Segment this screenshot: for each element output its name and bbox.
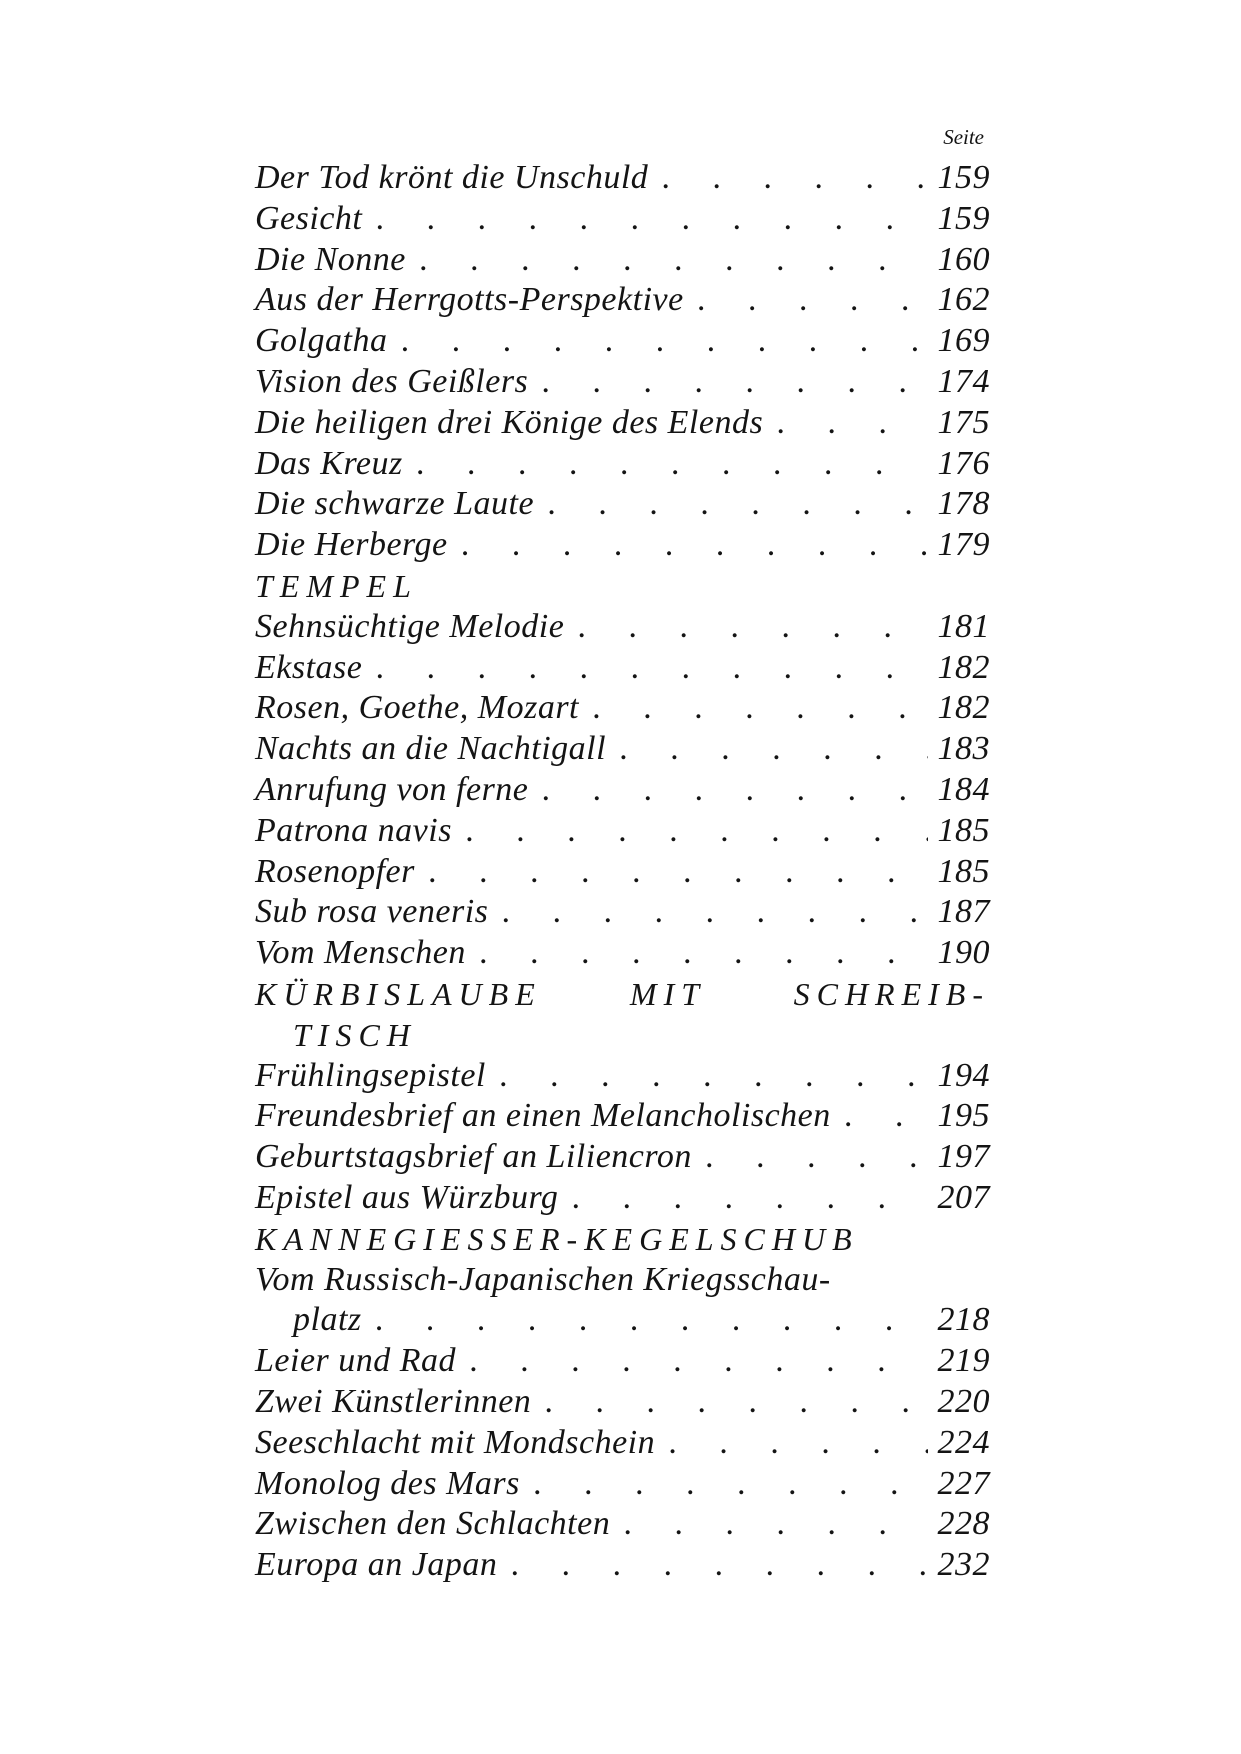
page-number: 227: [937, 1464, 990, 1502]
entry-title: Aus der Herrgotts-Perspektive: [255, 281, 684, 319]
dot-leader: [520, 1464, 928, 1505]
dot-leader: [831, 1096, 928, 1137]
section-title: KÜRBISLAUBE MIT SCHREIB-: [255, 975, 990, 1012]
seite-label: Seite: [943, 125, 984, 149]
toc-entry: [255, 892, 990, 933]
page-number: 162: [937, 281, 990, 319]
section-heading-continuation: [255, 1015, 990, 1056]
page-number: 228: [937, 1505, 990, 1543]
entry-title: Ekstase: [255, 648, 363, 686]
entry-title: Das Kreuz: [255, 444, 403, 482]
toc-entry: [255, 1341, 990, 1382]
section-title: TISCH: [293, 1016, 417, 1053]
page-number: 174: [937, 362, 990, 400]
toc-page: [255, 120, 990, 1586]
dot-leader: [362, 199, 928, 240]
entry-title: Seeschlacht mit Mondschein: [255, 1423, 656, 1461]
toc-entry: [255, 1504, 990, 1545]
toc-entry: [255, 1464, 990, 1505]
page-number: 184: [937, 770, 990, 808]
dot-leader: [528, 362, 928, 403]
page-number: 181: [937, 607, 990, 645]
page-number: 219: [937, 1342, 990, 1380]
page-number: 159: [937, 159, 990, 196]
dot-leader: [606, 729, 928, 770]
dot-leader: [692, 1137, 928, 1178]
dot-leader: [579, 688, 928, 729]
entry-title: Frühlingsepistel: [255, 1056, 486, 1094]
page-number: 207: [937, 1178, 990, 1216]
toc-entry: [255, 933, 990, 974]
page-number: 195: [937, 1097, 990, 1135]
page-number: 160: [937, 240, 990, 278]
entry-title: Die Herberge: [255, 526, 448, 564]
dot-leader: [528, 770, 928, 811]
entry-title: Epistel aus Würzburg: [255, 1178, 559, 1216]
toc-entry: [255, 648, 990, 689]
page-number: 183: [937, 730, 990, 768]
dot-leader: [684, 280, 928, 321]
toc-entry: [255, 525, 990, 566]
page-number: 190: [937, 934, 990, 972]
toc-entry: [255, 1056, 990, 1097]
dot-leader: [456, 1341, 928, 1382]
page-number: 159: [937, 199, 990, 237]
dot-leader: [655, 1423, 928, 1464]
section-heading: [255, 566, 990, 607]
toc-entry: [255, 444, 990, 485]
entry-title: Anrufung von ferne: [255, 770, 529, 808]
page-number: 218: [937, 1301, 990, 1339]
entry-title: Nachts an die Nachtigall: [255, 730, 607, 768]
page-number: 194: [937, 1056, 990, 1094]
section-title: TEMPEL: [255, 567, 418, 604]
page-number: 187: [937, 893, 990, 931]
entry-title: platz: [293, 1301, 362, 1339]
dot-leader: [610, 1504, 928, 1545]
entry-title: Patrona navis: [255, 811, 452, 849]
toc-entry: [255, 1096, 990, 1137]
entry-title: Gesicht: [255, 199, 363, 237]
dot-leader: [486, 1056, 928, 1097]
entry-title: Golgatha: [255, 322, 388, 360]
entry-title: Sehnsüchtige Melodie: [255, 607, 565, 645]
dot-leader: [415, 852, 928, 893]
entry-title: Zwischen den Schlachten: [255, 1505, 611, 1543]
toc-entry: [255, 240, 990, 281]
entry-title: Die schwarze Laute: [255, 485, 535, 523]
section-title: KANNEGIESSER-KEGELSCHUB: [255, 1220, 859, 1257]
dot-leader: [448, 525, 928, 566]
page-number: 169: [937, 322, 990, 360]
entry-title: Rosenopfer: [255, 852, 415, 890]
page-number: 185: [937, 811, 990, 849]
entry-title: Geburtstagsbrief an Liliencron: [255, 1138, 692, 1176]
dot-leader: [403, 444, 928, 485]
dot-leader: [362, 1300, 928, 1341]
dot-leader: [531, 1382, 928, 1423]
toc-entry: [255, 811, 990, 852]
toc-entry: [255, 1300, 990, 1341]
dot-leader: [362, 648, 928, 689]
page-number: 179: [937, 526, 990, 564]
dot-leader: [452, 811, 928, 852]
dot-leader: [564, 607, 928, 648]
entry-title: Die Nonne: [255, 240, 406, 278]
page-number: 176: [937, 444, 990, 482]
entry-title: Vom Menschen: [255, 934, 466, 972]
entry-title: Freundesbrief an einen Melancholischen: [255, 1097, 831, 1135]
entry-title: Vision des Geißlers: [255, 362, 529, 400]
page-number: 178: [937, 485, 990, 523]
toc-entry: [255, 688, 990, 729]
entry-title: Leier und Rad: [255, 1342, 457, 1380]
dot-leader: [648, 158, 928, 199]
page-number: 224: [937, 1423, 990, 1461]
dot-leader: [406, 240, 928, 281]
toc-entry: [255, 1423, 990, 1464]
toc-entry: [255, 199, 990, 240]
dot-leader: [497, 1545, 928, 1586]
toc-entry: [255, 1178, 990, 1219]
toc-entry: [255, 852, 990, 893]
section-heading: [255, 974, 990, 1015]
page-number: 175: [937, 403, 990, 441]
dot-leader: [466, 933, 928, 974]
toc-entry: [255, 1545, 990, 1586]
toc-entry: [255, 403, 990, 444]
page-number: 197: [937, 1138, 990, 1176]
entry-title: Die heiligen drei Könige des Elends: [255, 403, 764, 441]
toc-entry: [255, 770, 990, 811]
entry-title: Monolog des Mars: [255, 1464, 520, 1502]
dot-leader: [763, 403, 928, 444]
page-number: 185: [937, 852, 990, 890]
dot-leader: [558, 1178, 928, 1219]
page-number: 220: [937, 1382, 990, 1420]
dot-leader: [488, 892, 928, 933]
toc-entry: [255, 321, 990, 362]
page-number: 182: [937, 648, 990, 686]
entry-title: Sub rosa veneris: [255, 893, 489, 931]
page-number: 182: [937, 689, 990, 727]
entry-title: Zwei Künstlerinnen: [255, 1382, 532, 1420]
toc-entry: [255, 607, 990, 648]
entry-title: Vom Russisch-Japanischen Kriegsschau-: [255, 1260, 831, 1298]
toc-entry: [255, 729, 990, 770]
section-heading: [255, 1219, 990, 1260]
toc-entry: [255, 362, 990, 403]
toc-entry: [255, 1137, 990, 1178]
toc-entry: [255, 484, 990, 525]
toc-entry: [255, 280, 990, 321]
toc-entry: [255, 1382, 990, 1423]
toc-entry-line: [255, 1260, 990, 1301]
dot-leader: [387, 321, 928, 362]
table-of-contents: [255, 158, 990, 1586]
toc-entry: [255, 158, 990, 199]
entry-title: Der Tod krönt die Unschuld: [255, 159, 649, 196]
dot-leader: [534, 484, 928, 525]
entry-title: Rosen, Goethe, Mozart: [255, 689, 580, 727]
entry-title: Europa an Japan: [255, 1546, 498, 1584]
page-number: 232: [937, 1546, 990, 1584]
